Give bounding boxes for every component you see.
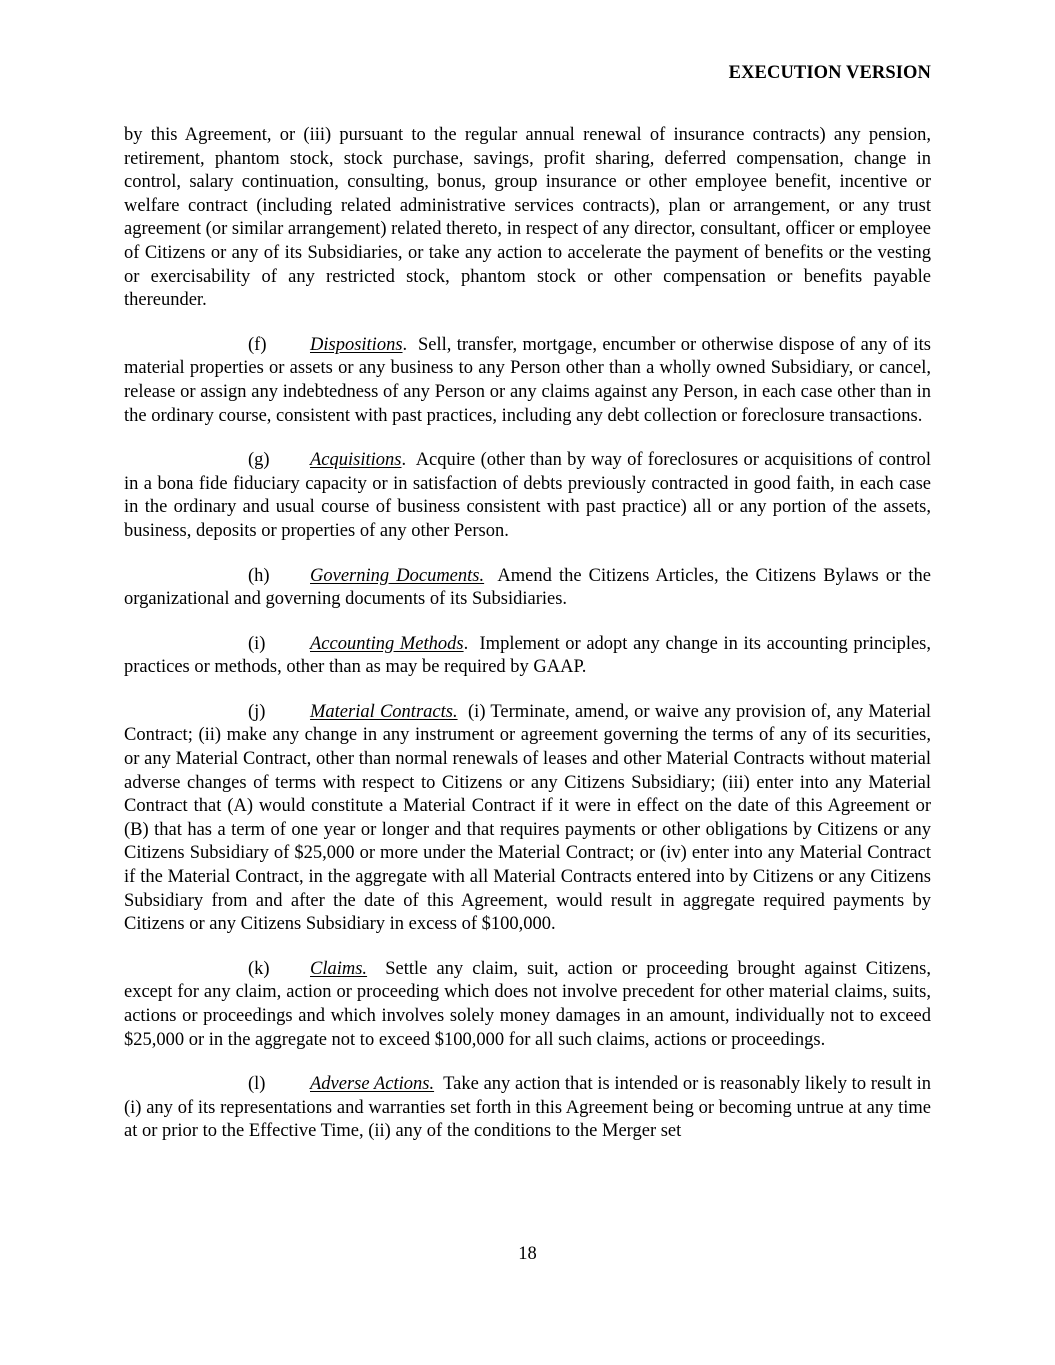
section-g-acquisitions: (g) Acquisitions. Acquire (other than by way of foreclosures or acquisitions of control in a bona fide fiduciary capacity or in satisfaction of debts previously contracted in good faith, in each case in the ordinary and usual course of business consistent with past practice) all or any portion of the assets, business, deposits or properties of any other Person. bbox=[124, 450, 931, 541]
section-text: Sell, transfer, mortgage, encumber or otherwise dispose of any of its material properties or assets or any business to any Person other than a wholly owned Subsidiary, or cancel, release or assign any indebtedness of any Person or any claims against any Person, in each case other than in the ordinary course, consistent with past practices, including any debt collection or foreclosure transactions. bbox=[124, 334, 931, 426]
section-k-claims bbox=[124, 958, 931, 1052]
section-h-governing-documents bbox=[124, 565, 931, 612]
section-text: Take any action that is intended or is reasonably likely to result in (i) any of its representations and warranties set forth in this Agreement being or becoming untrue at any time at or prior to the Effective Time, (ii) any of the conditions to the Merger set bbox=[124, 1074, 931, 1142]
section-label: (i) bbox=[248, 633, 266, 654]
section-text: Acquire (other than by way of foreclosures or acquisitions of control in a bona fide fiduciary capacity or in satisfaction of debts previously contracted in good faith, in each case in the ordinary and usual course of business consistent with past practice) all or any portion of the assets, business, deposits or properties of any other Person. bbox=[124, 450, 931, 541]
section-text: Amend the Citizens Articles, the Citizens Bylaws or the organizational and governing documents of its Subsidiaries. bbox=[124, 565, 931, 610]
section-heading: Dispositions bbox=[310, 334, 403, 355]
section-label: (j) bbox=[248, 701, 266, 722]
section-label: (l) bbox=[248, 1074, 266, 1095]
section-label: (f) bbox=[248, 334, 267, 355]
section-heading: Governing Documents. bbox=[310, 565, 485, 586]
section-l-adverse-actions bbox=[124, 1073, 931, 1144]
section-heading: Claims. bbox=[310, 958, 368, 979]
section-label: (k) bbox=[248, 958, 270, 979]
section-label: (g) bbox=[248, 450, 270, 471]
section-heading: Acquisitions bbox=[310, 450, 402, 471]
document-body bbox=[124, 124, 931, 1165]
continuation-paragraph: by this Agreement, or (iii) pursuant to the regular annual renewal of insurance contracts) any pension, retirement, phantom stock, stock purchase, savings, profit sharing, deferred compensation, change in control, salary continuation, consulting, bonus, group insurance or other employee benefit, incentive or welfare contract (including related administrative services contracts), plan or arrangement, or any trust agreement (or similar arrangement) related thereto, in respect of any director, consultant, officer or employee of Citizens or any of its Subsidiaries, or take any action to accelerate the payment of benefits or the vesting or exercisability of any restricted stock, phantom stock or other compensation or benefits payable thereunder. bbox=[124, 125, 931, 311]
section-text: Implement or adopt any change in its accounting principles, practices or methods, other than as may be required by GAAP. bbox=[124, 633, 931, 678]
section-text: Settle any claim, suit, action or proceeding brought against Citizens, except for any claim, action or proceeding which does not involve precedent for other material claims, suits, actions or proceedings and which involves solely money damages in an amount, individually not to exceed $25,000 or in the aggregate not to exceed $100,000 for all such claims, actions or proceedings. bbox=[124, 958, 931, 1050]
execution-version-header: EXECUTION VERSION bbox=[728, 63, 931, 83]
section-f-dispositions: (f) Dispositions. Sell, transfer, mortgage, encumber or otherwise dispose of any of its material properties or assets or any business to any Person other than a wholly owned Subsidiary, or cancel, release or assign any indebtedness of any Person or any claims against any Person, in each case other than in the ordinary course, consistent with past practices, including any debt collection or foreclosure transactions. bbox=[124, 334, 931, 426]
section-heading: Material Contracts. bbox=[310, 701, 458, 722]
section-i-accounting-methods: (i) Accounting Methods. Implement or adopt any change in its accounting principles, practices or methods, other than as may be required by GAAP. bbox=[124, 633, 931, 678]
section-heading: Accounting Methods bbox=[310, 633, 464, 654]
section-j-material-contracts bbox=[124, 701, 931, 937]
page-number: 18 bbox=[518, 1244, 537, 1264]
section-text: (i) Terminate, amend, or waive any provision of, any Material Contract; (ii) make any change in any instrument or agreement governing the terms of any of its securities, or any Material Contract, other than normal renewals of leases and other Material Contracts without material adverse changes of terms with respect to Citizens or any Citizens Subsidiary; (iii) enter into any Material Contract that (A) would constitute a Material Contract if it were in effect on the date of this Agreement or (B) that has a term of one year or longer and that requires payments or other obligations by Citizens or any Citizens Subsidiary of $25,000 or more under the Material Contract; or (iv) enter into any Material Contract if the Material Contract, in the aggregate with all Material Contracts entered into by Citizens or any Citizens Subsidiary from and after the date of this Agreement, would result in aggregate required payments by Citizens or any Citizens Subsidiary in excess of $100,000. bbox=[124, 701, 931, 935]
section-label: (h) bbox=[248, 565, 270, 586]
section-heading: Adverse Actions. bbox=[310, 1074, 435, 1095]
